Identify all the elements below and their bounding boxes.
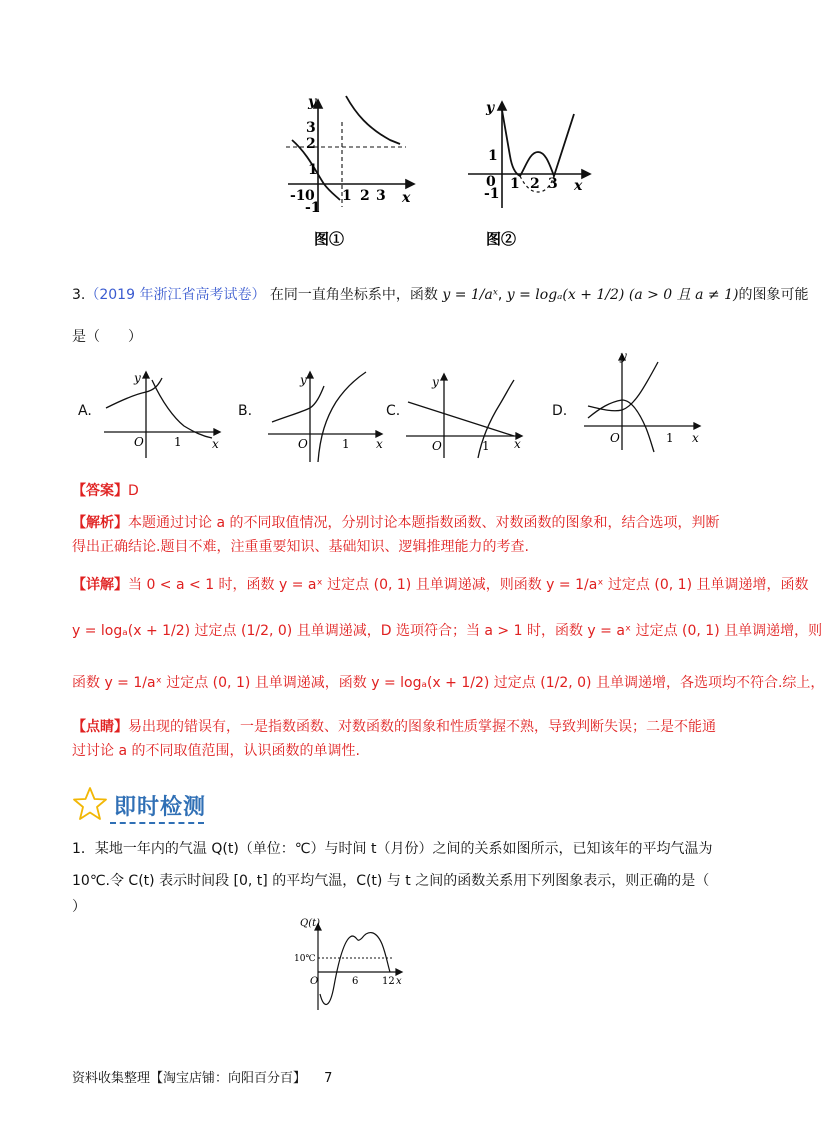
option-c-graph xyxy=(404,368,528,460)
q1-temperature-graph xyxy=(290,914,414,1014)
fig1-ytick: 2 xyxy=(306,136,316,152)
fig1-ytick: 3 xyxy=(306,120,316,136)
q3-function-1: y = 1/aˣ xyxy=(442,287,498,303)
detail-line2: y = logₐ(x + 1/2) 过定点 (1/2, 0) 且单调递减，D 选项符合；当 a > 1 时，函数 y = aˣ 过定点 (0, 1) 且单调递增，则 xyxy=(72,623,823,639)
q1-fig-y-label: Q(t) xyxy=(300,918,321,929)
option-b-graph xyxy=(266,366,390,464)
answer-line xyxy=(72,480,139,502)
q1-fig-origin: O xyxy=(310,976,319,987)
opt-a-x: x xyxy=(212,437,219,451)
fig2-xtick: 3 xyxy=(548,176,558,192)
analysis-label: 【解析】 xyxy=(72,515,128,531)
fig1-xtick: 1 xyxy=(342,188,352,204)
fig1-xtick: 0 xyxy=(305,188,315,204)
option-a-label: A. xyxy=(78,403,92,419)
detail-line3: 函数 y = 1/aˣ 过定点 (0, 1) 且单调递减，函数 y = logₐ(x + 1/2) 过定点 (1/2, 0) 且单调递增，各选项均不符合.综上， xyxy=(72,675,824,691)
option-a-graph xyxy=(102,368,226,460)
opt-d-y: y xyxy=(620,349,627,363)
q1-fig-x-label: x xyxy=(396,976,402,987)
fig2-ytick: -1 xyxy=(484,186,500,202)
tip-text-1: 易出现的错误有，一是指数函数、对数函数的图象和性质掌握不熟，导致判断失误；二是不能通 xyxy=(128,719,716,735)
q3-line1: 3.（2019 年浙江省高考试卷） 在同一直角坐标系中，函数 y = 1/aˣ, y = logₐ(x + 1/2) (a > 0 且 a ≠ 1)的图象可能 xyxy=(72,287,809,303)
star-icon xyxy=(72,786,108,822)
opt-a-o: O xyxy=(134,435,144,449)
opt-c-o: O xyxy=(432,439,442,453)
fig1-ytick: 1 xyxy=(308,162,318,178)
opt-b-x: x xyxy=(376,437,383,451)
opt-d-one: 1 xyxy=(666,431,674,445)
tip-line1 xyxy=(72,716,716,738)
footer xyxy=(72,1068,332,1090)
fig1-xtick: -1 xyxy=(290,188,306,204)
detail-label: 【详解】 xyxy=(72,577,128,593)
fig1-x-label: x xyxy=(402,190,411,206)
q3-line2: 是（ ） xyxy=(72,329,142,345)
opt-b-o: O xyxy=(298,437,308,451)
q3-function-2: y = logₐ(x + 1/2) xyxy=(506,287,625,303)
opt-d-x: x xyxy=(692,431,699,445)
fig1-xtick: 3 xyxy=(376,188,386,204)
q1-fig-xtick: 12 xyxy=(382,976,395,987)
analysis-line1 xyxy=(72,512,719,534)
detail-text-1: 当 0 < a < 1 时，函数 y = aˣ 过定点 (0, 1) 且单调递减，则函数 y = 1/aˣ 过定点 (0, 1) 且单调递增，函数 xyxy=(128,577,809,593)
q1-line3: ） xyxy=(72,899,86,915)
figure-2 xyxy=(464,96,594,252)
fig1-caption: 图① xyxy=(314,230,345,248)
option-b-label: B. xyxy=(238,403,253,419)
option-d-label: D. xyxy=(552,403,568,419)
page-number: 7 xyxy=(324,1071,333,1086)
q3-stem: 在同一直角坐标系中，函数 xyxy=(269,287,438,303)
detail-line1 xyxy=(72,574,808,596)
q3-source: （2019 年浙江省高考试卷） xyxy=(85,287,266,303)
opt-a-one: 1 xyxy=(174,435,182,449)
q3-number: 3. xyxy=(72,287,86,303)
q1-line2: 10℃.令 C(t) 表示时间段 [0, t] 的平均气温，C(t) 与 t 之间的函数关系用下列图象表示，则正确的是（ xyxy=(72,873,710,889)
opt-c-one: 1 xyxy=(482,439,490,453)
fig2-xtick: 2 xyxy=(530,176,540,192)
fig2-origin: 0 xyxy=(486,174,496,190)
q3-tail: 的图象可能 xyxy=(738,287,809,303)
q1-fig-xtick: 6 xyxy=(352,976,359,987)
footer-text: 资料收集整理【淘宝店铺：向阳百分百】 xyxy=(72,1071,307,1086)
tip-line2: 过讨论 a 的不同取值范围，认识函数的单调性. xyxy=(72,743,360,759)
fig1-y-label: y xyxy=(308,94,317,110)
section-title: 即时检测 xyxy=(114,795,207,820)
fig1-ytick: -1 xyxy=(305,200,321,216)
answer-value: D xyxy=(128,483,139,499)
q3-condition: (a > 0 且 a ≠ 1) xyxy=(628,287,739,303)
fig2-xtick: 1 xyxy=(510,176,520,192)
q1-line1: 1．某地一年内的气温 Q(t)（单位：℃）与时间 t（月份）之间的关系如图所示，已知该年的平均气温为 xyxy=(72,841,713,857)
analysis-line2: 得出正确结论.题目不难，注重重要知识、基础知识、逻辑推理能力的考查. xyxy=(72,539,529,555)
fig1-xtick: 2 xyxy=(360,188,370,204)
tip-label: 【点睛】 xyxy=(72,719,128,735)
q1-fig-level: 10℃ xyxy=(294,954,316,964)
figure-1 xyxy=(278,92,418,252)
opt-a-y: y xyxy=(134,371,141,385)
opt-b-one: 1 xyxy=(342,437,350,451)
opt-c-y: y xyxy=(432,375,439,389)
analysis-text-1: 本题通过讨论 a 的不同取值情况，分别讨论本题指数函数、对数函数的图象和，结合选项，判断 xyxy=(128,515,720,531)
opt-c-x: x xyxy=(514,437,521,451)
answer-label: 【答案】 xyxy=(72,483,128,499)
fig2-ytick: 1 xyxy=(488,148,498,164)
section-underline xyxy=(110,822,204,824)
opt-b-y: y xyxy=(300,373,307,387)
opt-d-o: O xyxy=(610,431,620,445)
fig2-caption: 图② xyxy=(486,230,517,248)
fig2-y-label: y xyxy=(486,100,495,116)
fig2-x-label: x xyxy=(574,178,583,194)
option-c-label: C. xyxy=(386,403,401,419)
option-d-graph xyxy=(582,348,712,452)
